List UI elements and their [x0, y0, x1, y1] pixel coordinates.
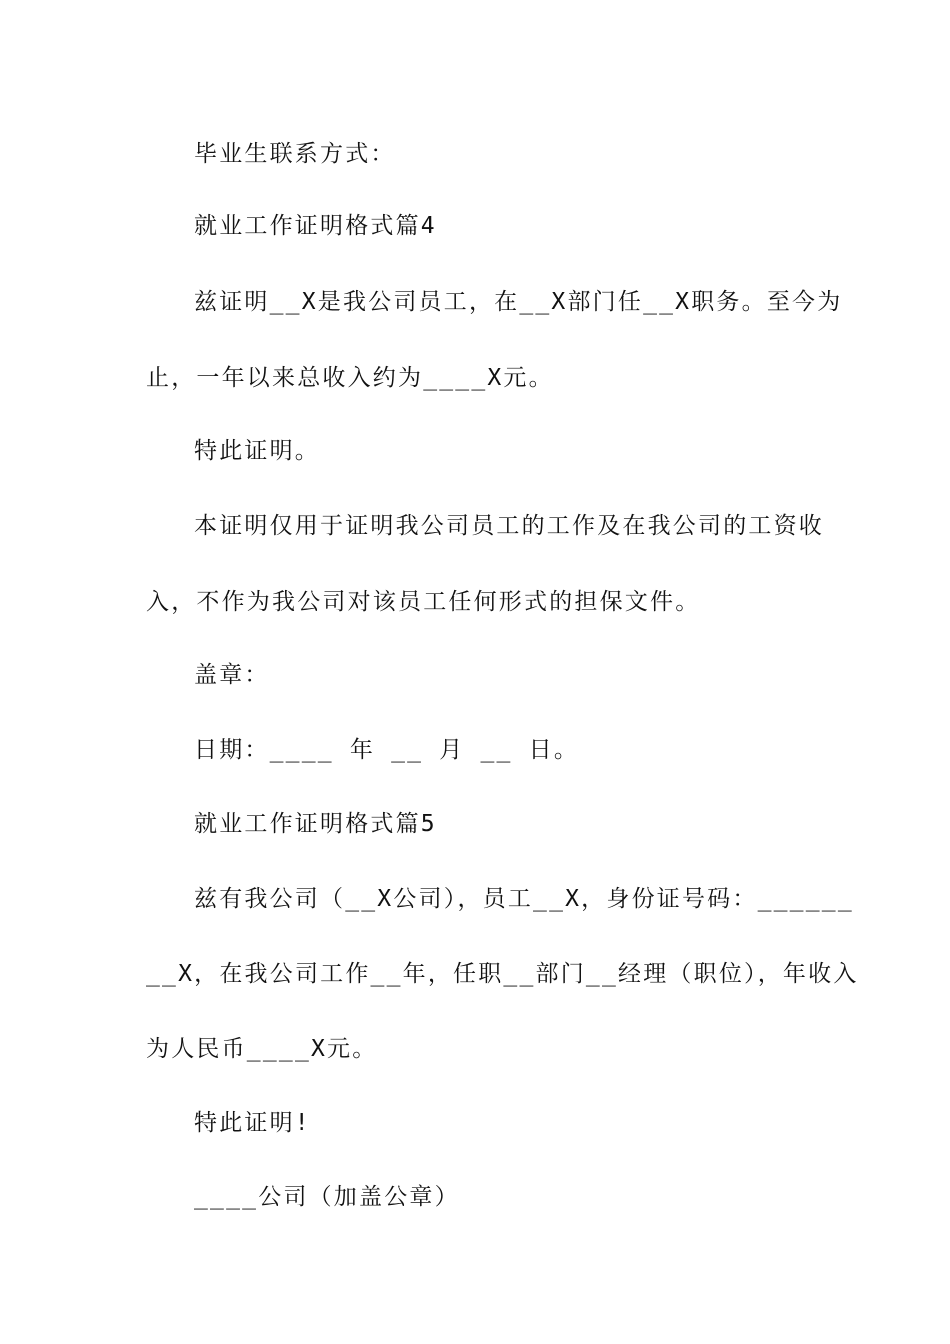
paragraph-line: 兹有我公司（__X公司），员工__X，身份证号码：______: [194, 886, 854, 912]
paragraph-line: 入，不作为我公司对该员工任何形式的担保文件。: [146, 589, 701, 615]
section-heading-5: 就业工作证明格式篇5: [194, 811, 437, 837]
paragraph-line: __X，在我公司工作__年，任职__部门__经理（职位），年收入: [146, 961, 859, 987]
paragraph-line: 兹证明__X是我公司员工，在__X部门任__X职务。至今为: [194, 289, 843, 315]
certify-statement: 特此证明!: [194, 1110, 311, 1136]
paragraph-line: 止，一年以来总收入约为____X元。: [146, 365, 554, 391]
company-seal-line: ____公司（加盖公章）: [194, 1184, 460, 1210]
section-heading-4: 就业工作证明格式篇4: [194, 213, 437, 239]
graduate-contact-label: 毕业生联系方式：: [194, 141, 396, 167]
paragraph-line: 本证明仅用于证明我公司员工的工作及在我公司的工资收: [194, 513, 824, 539]
paragraph-line: 为人民币____X元。: [146, 1036, 378, 1062]
seal-label: 盖章：: [194, 662, 270, 688]
date-line: 日期：____ 年 __ 月 __ 日。: [194, 737, 580, 763]
certify-statement: 特此证明。: [194, 438, 320, 464]
